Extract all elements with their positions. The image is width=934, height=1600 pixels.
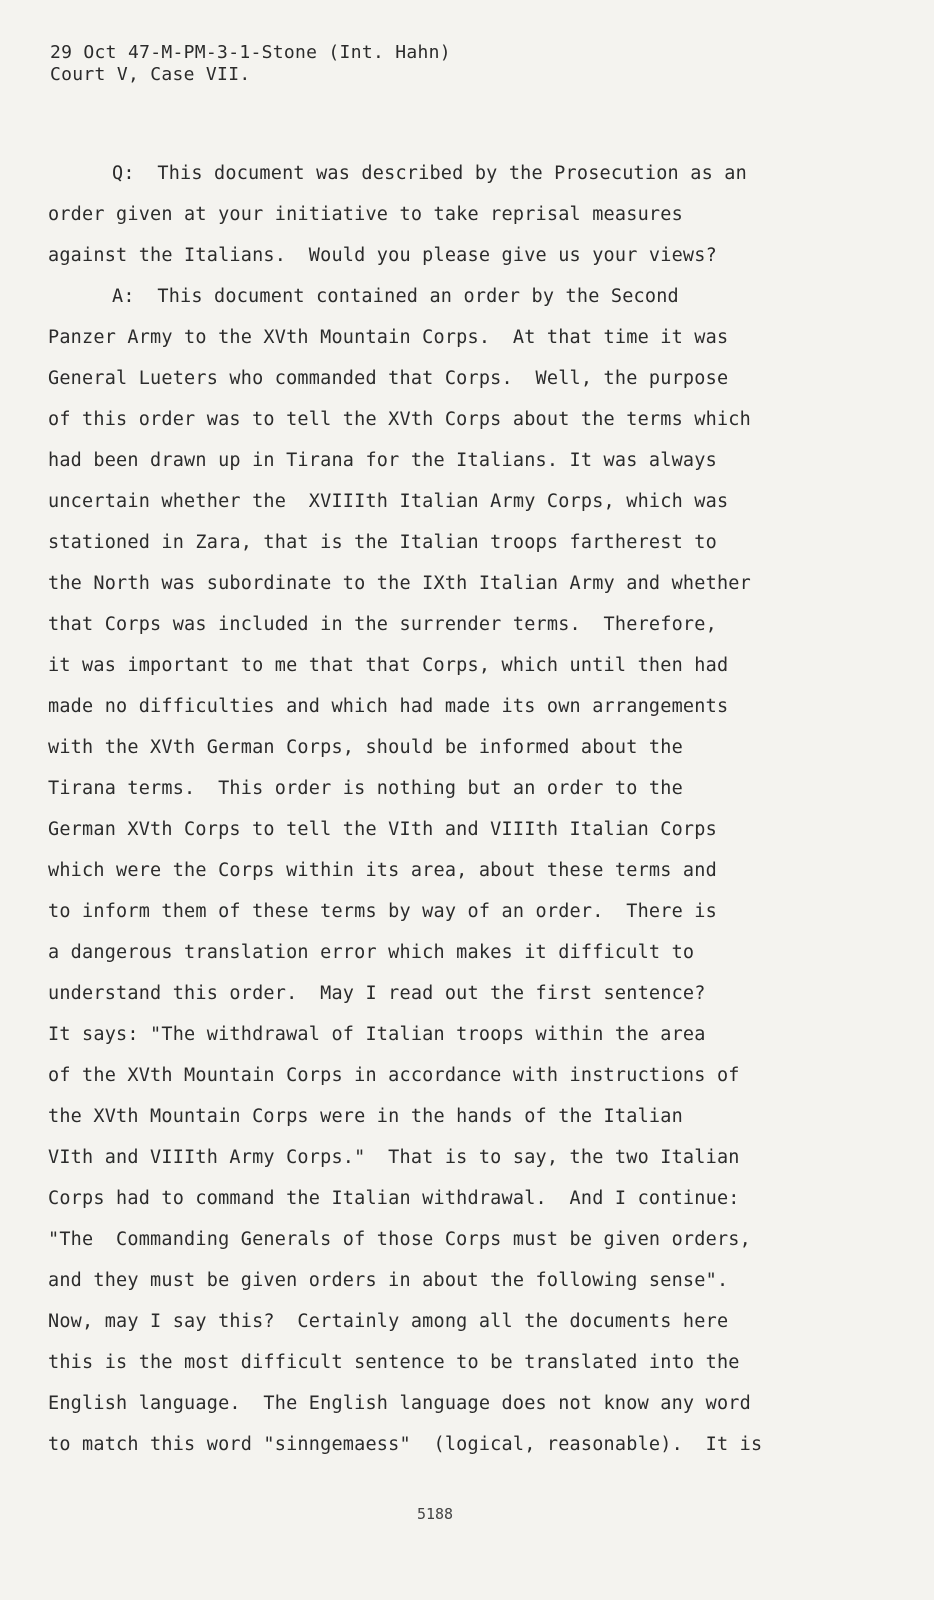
text-line: to inform them of these terms by way of an order. There is	[48, 901, 717, 922]
text-line: made no difficulties and which had made its own arrangements	[48, 696, 729, 717]
text-line: Corps had to command the Italian withdrawal. And I continue:	[48, 1188, 740, 1209]
text-line: stationed in Zara, that is the Italian troops fartherest to	[48, 532, 717, 553]
text-line: English language. The English language does not know any word	[48, 1393, 751, 1414]
text-line: with the XVth German Corps, should be informed about the	[48, 737, 683, 758]
text-line: of this order was to tell the XVth Corps about the terms which	[48, 409, 751, 430]
text-line: the North was subordinate to the IXth Italian Army and whether	[48, 573, 751, 594]
text-line: of the XVth Mountain Corps in accordance with instructions of	[48, 1065, 740, 1086]
text-line: VIth and VIIIth Army Corps." That is to say, the two Italian	[48, 1147, 740, 1168]
text-line: understand this order. May I read out the first sentence?	[48, 983, 706, 1004]
text-line: Q: This document was described by the Prosecution as an	[112, 163, 747, 184]
page-number: 5188	[416, 1505, 454, 1523]
text-line: that Corps was included in the surrender terms. Therefore,	[48, 614, 717, 635]
text-line: had been drawn up in Tirana for the Italians. It was always	[48, 450, 717, 471]
text-line: Panzer Army to the XVth Mountain Corps. At that time it was	[48, 327, 729, 348]
text-line: a dangerous translation error which makes it difficult to	[48, 942, 695, 963]
header-line-1: 29 Oct 47-M-PM-3-1-Stone (Int. Hahn)	[50, 42, 451, 63]
text-line: "The Commanding Generals of those Corps must be given orders,	[48, 1229, 751, 1250]
text-line: order given at your initiative to take reprisal measures	[48, 204, 683, 225]
text-line: the XVth Mountain Corps were in the hands of the Italian	[48, 1106, 683, 1127]
text-line: this is the most difficult sentence to be translated into the	[48, 1352, 740, 1373]
text-line: A: This document contained an order by the Second	[112, 286, 679, 307]
text-line: Tirana terms. This order is nothing but an order to the	[48, 778, 683, 799]
text-line: German XVth Corps to tell the VIth and VIIIth Italian Corps	[48, 819, 717, 840]
text-line: It says: "The withdrawal of Italian troops within the area	[48, 1024, 706, 1045]
text-line: General Lueters who commanded that Corps. Well, the purpose	[48, 368, 729, 389]
text-line: uncertain whether the XVIIIth Italian Army Corps, which was	[48, 491, 729, 512]
text-line: Now, may I say this? Certainly among all the documents here	[48, 1311, 729, 1332]
text-line: which were the Corps within its area, about these terms and	[48, 860, 717, 881]
text-line: and they must be given orders in about the following sense".	[48, 1270, 729, 1291]
header-line-2: Court V, Case VII.	[50, 64, 251, 85]
text-line: to match this word "sinngemaess" (logical, reasonable). It is	[48, 1434, 763, 1455]
document-header	[50, 42, 451, 86]
text-line: it was important to me that that Corps, which until then had	[48, 655, 729, 676]
text-line: against the Italians. Would you please give us your views?	[48, 245, 717, 266]
